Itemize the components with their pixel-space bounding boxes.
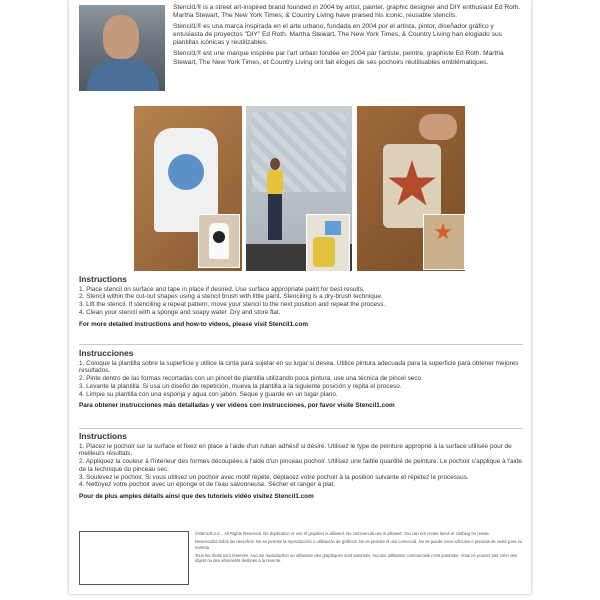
tank-top-stencil-photo	[134, 106, 242, 271]
intro-french: Stencil1® est une marque inspirée par l'art urbain fondée en 2004 par l'artiste, peintre, graphiste Ed Roth. Martha Stewart, The New York Times, et Country Living ont fait éloges de ses pochoirs réutilisables emblématiques.	[173, 50, 504, 66]
more-info-french: Pour de plus amples détails ainsi que des tutoriels vidéo visitez Stencil1.com	[79, 492, 314, 500]
steps-spanish	[79, 360, 525, 399]
tank-top-inset-photo	[198, 214, 240, 268]
instructions-french	[79, 433, 525, 501]
instructions-english	[79, 276, 525, 328]
star-stencil-photo	[357, 106, 465, 271]
hand	[419, 114, 457, 140]
inset-star-print	[434, 223, 452, 241]
instructions-heading-french: Instructions	[79, 431, 127, 441]
step-item: 1. Placez le pochoir sur la surface et fixez en place à l'aide d'un ruban adhésif si désiré. Utilisez le type de peinture approprié à la surface utilisée pour de meilleurs résultats.	[79, 442, 512, 458]
instructions-heading-spanish: Instrucciones	[79, 348, 134, 358]
portrait-shirt	[87, 59, 159, 91]
step-item: 2. Pinte dentro de las formas recortadas con un pincel de plantilla utilizando poca pintura, use una técnica de pincel seco.	[79, 375, 423, 383]
star-inset-photo	[423, 214, 465, 270]
instruction-sheet	[69, 0, 531, 594]
legal-french: Tous les droits sont réservés. Aucune reproduction ou utilisation des graphiques sont autorisés. Aucune utilisation commerciale n'est autorisée. Vous ne pouvez pas créer des objets ou des vêtements destinés à la revente.	[195, 552, 518, 564]
person-head	[270, 158, 280, 170]
more-info-spanish: Para obtener instrucciones más detalladas y ver videos con instrucciones, por favor visite Stencil1.com	[79, 402, 395, 410]
skull-stencil-print	[168, 154, 204, 190]
inset-stencil	[325, 221, 341, 235]
instructions-heading-english: Instructions	[79, 274, 127, 284]
step-item: 4. Clean your stencil with a sponge and soapy water. Dry and store flat.	[79, 308, 281, 316]
step-item: 3. Soulevez le pochoir. Si vous utilisez un pochoir avec motif répété, déplacez votre pochoir à la position suivante et répétez le processus.	[79, 473, 469, 481]
intro-english: Stencil1® is a street art-inspired brand founded in 2004 by artist, painter, graphic designer and DIY enthusiast Ed Roth. Martha Stewart, The New York Times, & Country Living have praised his iconic, reusable stencils.	[173, 4, 521, 20]
step-item: 2. Appliquez la couleur à l'intérieur des formes découpées à l'aide d'un pinceau pochoir. Utilisez une faible quantité de peinture. Le pochoir s'applique à l'aide de la technique du pinceau sec.	[79, 458, 523, 473]
brand-intro	[173, 4, 525, 70]
step-item: 1. Coloque la plantilla sobre la superficie y utilice la cinta para sujetar en su lugar si desea. Utilice pintura adecuada para la superficie para obtener mejores resultados.	[79, 359, 519, 375]
person-legs	[268, 194, 282, 240]
inset-person	[313, 237, 335, 267]
intro-spanish: Stencil1® es una marca inspirada en el arte urbano, fundada en 2004 por el artista, pintor, diseñador gráfico y entusiasta de proyectos "DIY" Ed Roth. Martha Stewart, The New York Times, & Country Living han elogiado sus plantillas icónicas y reutilizables.	[173, 23, 502, 47]
step-item: 3. Lift the stencil. If stenciling a repeat pattern, move your stencil to the next position and repeat the process.	[79, 301, 386, 309]
artist-portrait	[79, 5, 165, 91]
divider	[79, 344, 523, 345]
legal-english: ©Stencil1,Inc. . All Rights Reserved. No duplication or use of graphics is allowed. No commercial use is allowed. You can not create items or clothing for resale.	[195, 531, 490, 536]
divider	[79, 428, 523, 429]
person-shirt	[267, 170, 283, 194]
wall-stencil-photo	[246, 106, 352, 271]
person-stenciling	[264, 158, 286, 244]
step-item: 3. Levante la plantilla. Si usa un diseño de repetición, mueva la plantilla a la siguiente posición y repita el proceso.	[79, 382, 402, 390]
step-item: 2. Stencil within the cut-out shapes using a stencil brush with little paint. Stenciling is a dry-brush technique.	[79, 293, 383, 301]
blank-label-box	[79, 531, 189, 585]
instructions-spanish	[79, 350, 525, 410]
step-item: 1. Place stencil on surface and tape in place if desired. Use surface appropriate paint for best results.	[79, 285, 365, 293]
portrait-face	[103, 15, 139, 59]
steps-french	[79, 443, 525, 489]
legal-spanish: Reservados todos los derechos. No se permite la reproducción o utilización de gráficos. No se permite el uso comercial. No se puede crear artículos o prendas de vestir para su reventa.	[195, 539, 523, 550]
wall-inset-photo	[306, 214, 350, 271]
example-photos	[69, 104, 531, 274]
more-info-english: For more detailed instructions and how-to videos, please visit Stencil1.com	[79, 320, 309, 328]
step-item: 4. Limpie su plantilla con una esponja y agua con jabón. Seque y guarde en un lugar plano.	[79, 390, 338, 398]
steps-english	[79, 286, 525, 317]
inset-skull-print	[213, 231, 225, 243]
step-item: 4. Nettoyez votre pochoir avec un éponge et de l'eau savonneuse. Sécher et ranger à plat.	[79, 481, 335, 489]
legal-notice	[195, 531, 527, 566]
